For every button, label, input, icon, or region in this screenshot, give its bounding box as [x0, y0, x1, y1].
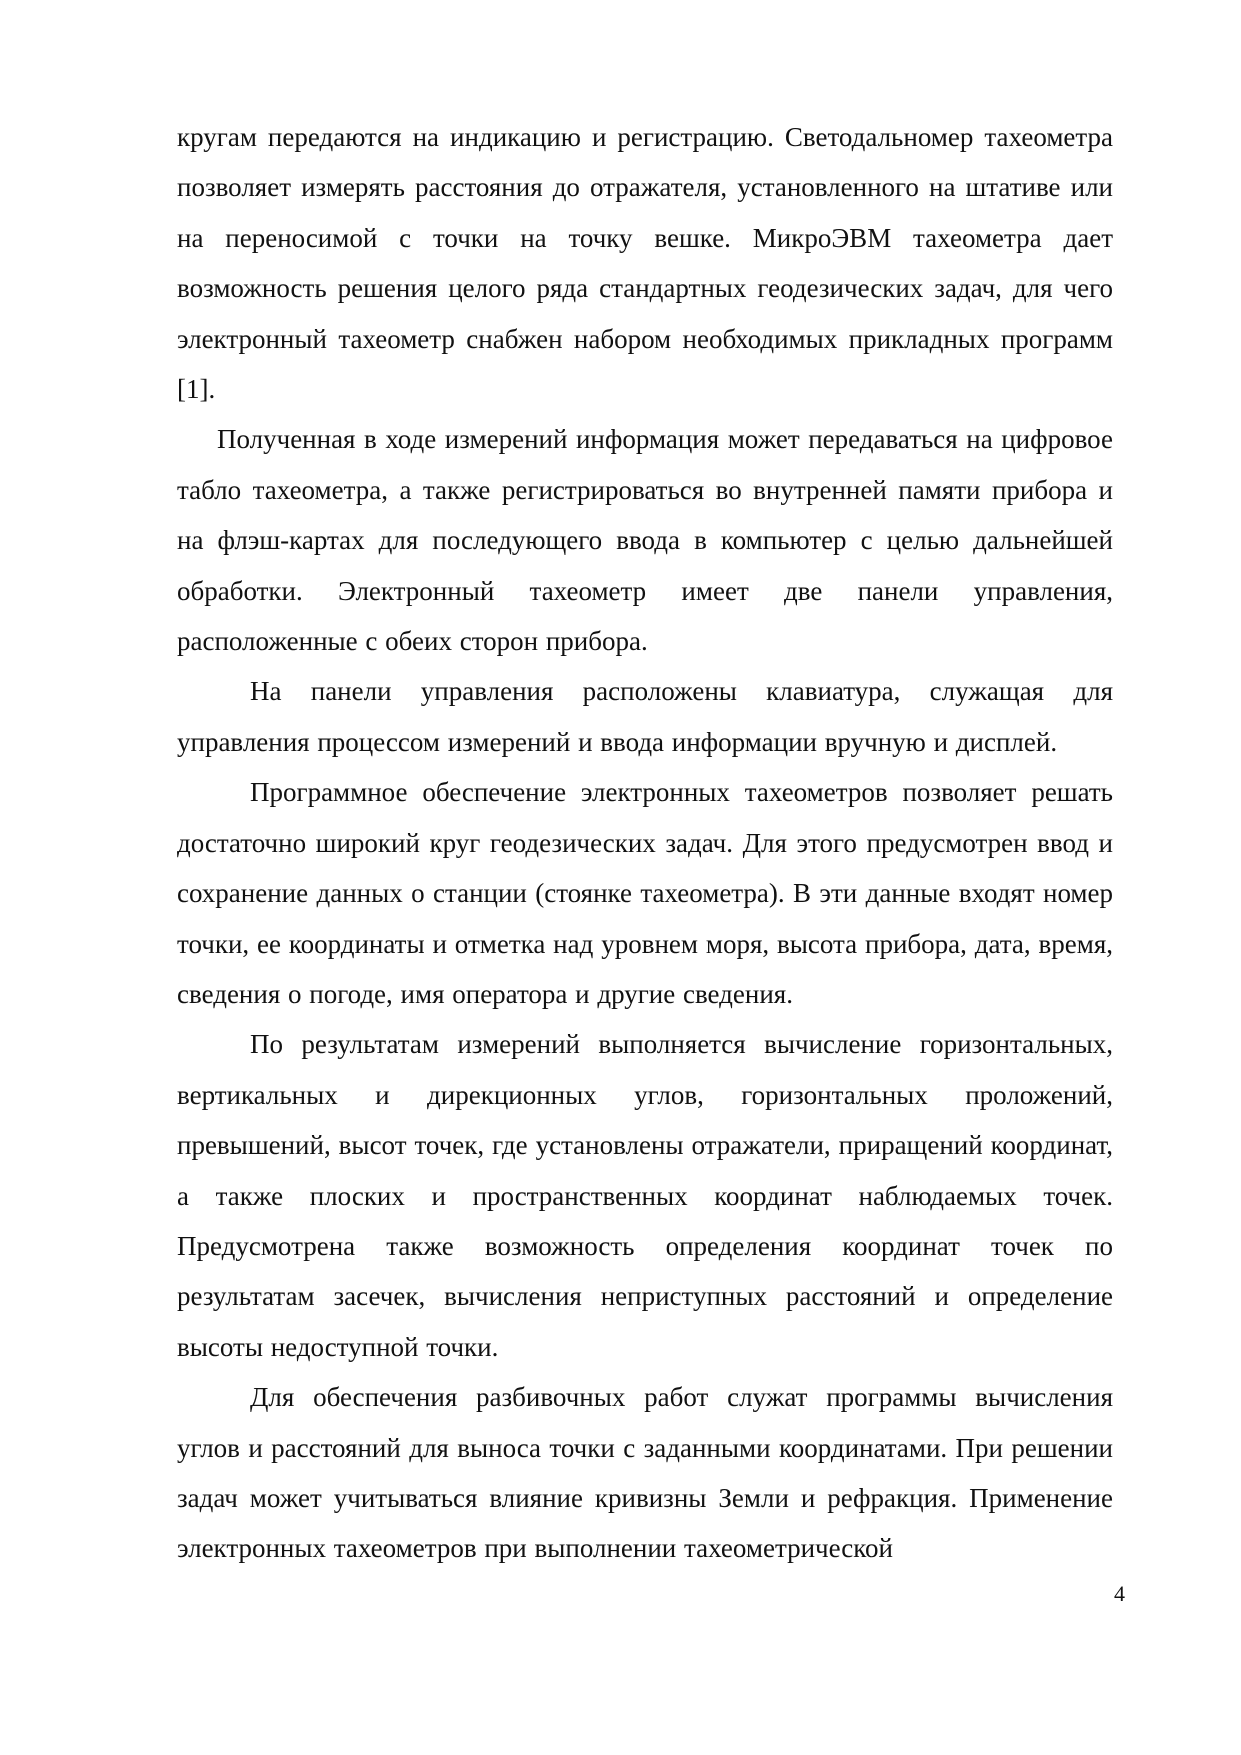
paragraph-5: По результатам измерений выполняется вычисление горизонтальных, вертикальных и дирекционных углов, горизонтальных проложений, превышений, высот точек, где установлены отражатели, приращений координат, а также плоских и пространственных координат наблюдаемых точек. Предусмотрена также возможность определения координат точек по результатам засечек, вычисления неприступных расстояний и определение высоты недоступной точки.	[177, 1029, 1113, 1362]
page-number: 4	[1114, 1581, 1125, 1606]
paragraph-6: Для обеспечения разбивочных работ служат программы вычисления углов и расстояний для выноса точки с заданными координатами. При решении задач может учитываться влияние кривизны Земли и рефракция. Применение электронных тахеометров при выполнении тахеометрической	[177, 1382, 1113, 1564]
body-text	[177, 112, 1113, 1574]
paragraph-1: кругам передаются на индикацию и регистрацию. Светодальномер тахеометра позволяет измерять расстояния до отражателя, установленного на штативе или на переносимой с точки на точку вешке. МикроЭВМ тахеометра дает возможность решения целого ряда стандартных геодезических задач, для чего электронный тахеометр снабжен набором необходимых прикладных программ [1].	[177, 122, 1113, 405]
paragraph-2: Полученная в ходе измерений информация может передаваться на цифровое табло тахеометра, а также регистрироваться во внутренней памяти прибора и на флэш-картах для последующего ввода в компьютер с целью дальнейшей обработки. Электронный тахеометр имеет две панели управления, расположенные с обеих сторон прибора.	[177, 424, 1113, 657]
paragraph-4: Программное обеспечение электронных тахеометров позволяет решать достаточно широкий круг геодезических задач. Для этого предусмотрен ввод и сохранение данных о станции (стоянке тахеометра). В эти данные входят номер точки, ее координаты и отметка над уровнем моря, высота прибора, дата, время, сведения о погоде, имя оператора и другие сведения.	[177, 777, 1113, 1009]
paragraph-3: На панели управления расположены клавиатура, служащая для управления процессом измерений и ввода информации вручную и дисплей.	[177, 676, 1113, 757]
